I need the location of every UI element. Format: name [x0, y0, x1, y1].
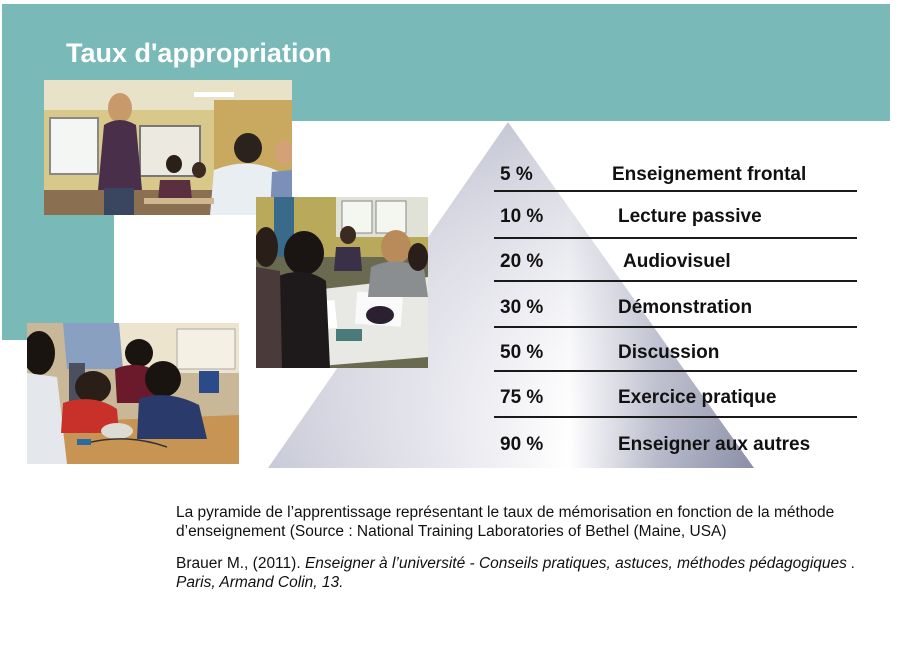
row-percent: 10 %: [500, 206, 544, 227]
table-row: [494, 328, 857, 372]
row-label: Enseigner aux autres: [618, 434, 811, 455]
row-label: Audiovisuel: [623, 251, 731, 272]
row-label: Discussion: [618, 342, 720, 363]
classroom-teacher-photo: [44, 80, 292, 215]
row-percent: 5 %: [500, 164, 533, 185]
row-label: Enseignement frontal: [612, 164, 807, 185]
row-label: Lecture passive: [618, 206, 762, 227]
row-label: Exercice pratique: [618, 387, 777, 408]
row-percent: 20 %: [500, 251, 544, 272]
table-row: [494, 192, 857, 239]
row-percent: 50 %: [500, 342, 544, 363]
reference-author: Brauer M., (2011).: [176, 555, 305, 572]
row-percent: 90 %: [500, 434, 544, 455]
table-row: [494, 160, 857, 192]
figure-caption: La pyramide de l’apprentissage représentant le taux de mémorisation en fonction de la méthode d’enseignement (Source : National Training Laboratories of Bethel (Maine, USA): [176, 504, 835, 540]
row-label: Démonstration: [618, 297, 753, 318]
table-row: [494, 372, 857, 418]
table-row: [494, 239, 857, 282]
bibliographic-reference: [176, 554, 886, 592]
table-row: [494, 418, 857, 466]
row-percent: 75 %: [500, 387, 544, 408]
retention-table: [494, 160, 857, 466]
students-project-photo: [27, 323, 239, 464]
reference-title: Enseigner à l’université - Conseils pratiques, astuces, méthodes pédagogiques . Paris, Armand Colin, 13.: [176, 555, 856, 591]
slide-title: Taux d'appropriation: [66, 38, 332, 68]
row-percent: 30 %: [500, 297, 544, 318]
table-row: [494, 282, 857, 328]
group-discussion-photo: [256, 197, 428, 368]
